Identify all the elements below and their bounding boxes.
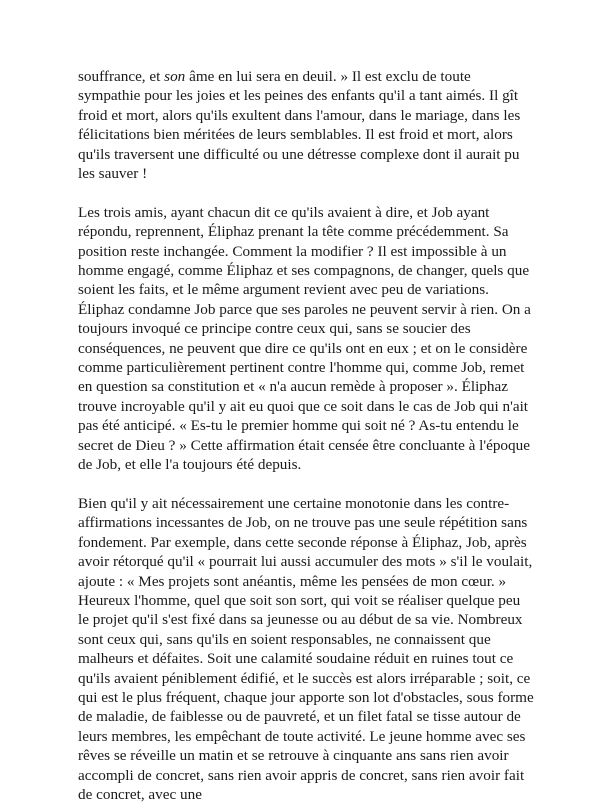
paragraph-1-rest: âme en lui sera en deuil. » Il est exclu de toute sympathie pour les joies et les peines des enfants qu'il a tant aimés. Il gît froid et mort, alors qu'ils exultent dans l'amour, dans le mariage, dans les félicitations bien méritées de leurs semblables. Il est froid et mort, alors qu'ils traversent une difficulté ou une détresse complexe dont il aurait pu les sauver ! [78,68,521,183]
paragraph-1-start: souffrance, et [78,68,165,85]
paragraph-1 [78,67,534,183]
paragraph-3: Bien qu'il y ait nécessairement une certaine monotonie dans les contre-affirmations incessantes de Job, on ne trouve pas une seule répétition sans fondement. Par exemple, dans cette seconde réponse à Éliphaz, Job, après avoir rétorqué qu'il « pourrait lui aussi accumuler des mots » s'il le voulait, ajoute : « Mes projets sont anéantis, même les pensées de mon cœur. » Heureux l'homme, quel que soit son sort, qui voit se réaliser quelque peu le projet qu'il s'est fixé dans sa jeunesse ou au début de sa vie. Nombreux sont ceux qui, sans qu'ils en soient responsables, ne connaissent que malheurs et défaites. Soit une calamité soudaine réduit en ruines tout ce qu'ils avaient péniblement édifié, et le succès est alors irréparable ; soit, ce qui est le plus fréquent, chaque jour apporte son lot d'obstacles, sous forme de maladie, de faiblesse ou de pauvreté, et un filet fatal se tisse autour de leurs membres, les empêchant de toute activité. Le jeune homme avec ses rêves se réveille un matin et se retrouve à cinquante ans sans rien avoir accompli de concret, sans rien avoir appris de concret, sans rien avoir fait de concret, avec une [78,494,534,803]
paragraph-1-emphasis: son [164,68,186,85]
paragraph-2: Les trois amis, ayant chacun dit ce qu'ils avaient à dire, et Job ayant répondu, reprennent, Éliphaz prenant la tête comme précédemment. Sa position reste inchangée. Comment la modifier ? Il est impossible à un homme engagé, comme Éliphaz et ses compagnons, de changer, quels que soient les faits, et le même argument revient avec peu de variations. Éliphaz condamne Job parce que ses paroles ne peuvent servir à rien. On a toujours invoqué ce principe contre ceux qui, sans se soucier des conséquences, ne peuvent que dire ce qu'ils ont en eux ; et on le considère comme particulièrement pertinent contre l'homme qui, comme Job, remet en question sa constitution et « n'a aucun remède à proposer ». Éliphaz trouve incroyable qu'il y ait eu quoi que ce soit dans le cas de Job qui n'ait pas été anticipé. « Es-tu le premier homme qui soit né ? As-tu entendu le secret de Dieu ? » Cette affirmation était censée être concluante à l'époque de Job, et elle l'a toujours été depuis. [78,203,531,474]
